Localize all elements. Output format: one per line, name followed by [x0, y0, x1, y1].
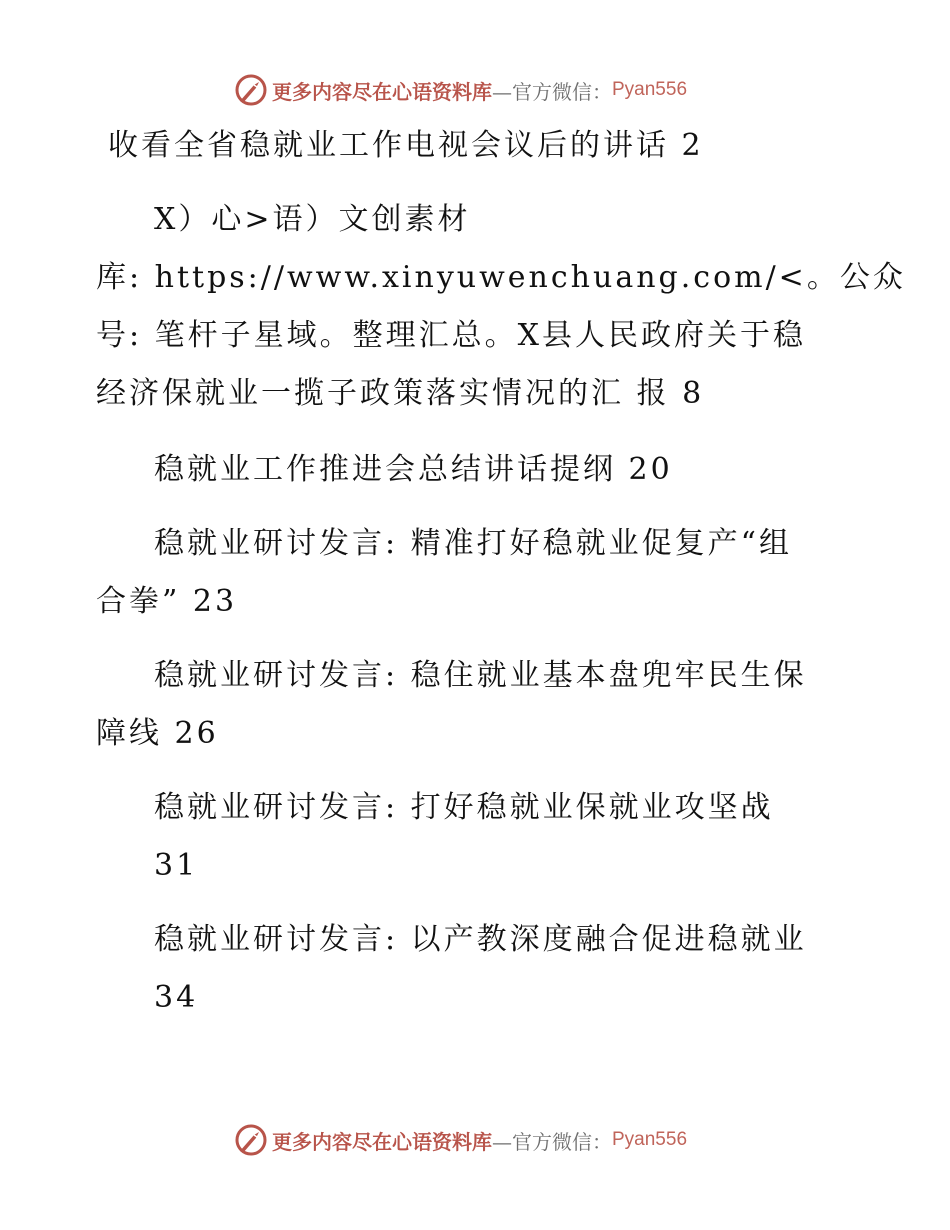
toc-entry-1: 收看全省稳就业工作电视会议后的讲话 2: [108, 128, 704, 163]
toc-entry-5-cont: 障线 26: [96, 716, 219, 751]
header-watermark: [234, 72, 687, 108]
watermark-brand: 更多内容尽在心语资料库: [272, 79, 492, 104]
watermark-separator: —官方微信：: [492, 1129, 612, 1154]
toc-entry-2-cont1: 库: https://www.xinyuwenchuang.com/<。公众: [96, 260, 906, 295]
toc-entry-5-start: 稳就业研讨发言: 稳住就业基本盘兜牢民生保: [154, 658, 807, 693]
toc-entry-6-page: 31: [154, 848, 199, 883]
pen-logo-icon: [234, 1123, 268, 1157]
watermark-account: Pyan556: [612, 1129, 688, 1150]
watermark-brand: 更多内容尽在心语资料库: [272, 1129, 492, 1154]
toc-entry-7-start: 稳就业研讨发言: 以产教深度融合促进稳就业: [154, 922, 807, 957]
toc-entry-4-start: 稳就业研讨发言: 精准打好稳就业促复产“组: [154, 526, 792, 561]
watermark-account: Pyan556: [612, 79, 688, 100]
toc-entry-2-cont2: 号: 笔杆子星域。整理汇总。X县人民政府关于稳: [96, 318, 807, 353]
toc-entry-7-page: 34: [154, 980, 199, 1015]
toc-entry-2-cont3: 经济保就业一揽子政策落实情况的汇 报 8: [96, 376, 705, 411]
toc-entry-3: 稳就业工作推进会总结讲话提纲 20: [154, 452, 673, 487]
pen-logo-icon: [234, 73, 268, 107]
watermark-separator: —官方微信：: [492, 79, 612, 104]
toc-entry-2-start: X）心>语）文创素材: [154, 202, 471, 237]
footer-watermark: [234, 1122, 687, 1158]
toc-entry-4-cont: 合拳” 23: [96, 584, 238, 619]
toc-entry-6-start: 稳就业研讨发言: 打好稳就业保就业攻坚战: [154, 790, 774, 825]
